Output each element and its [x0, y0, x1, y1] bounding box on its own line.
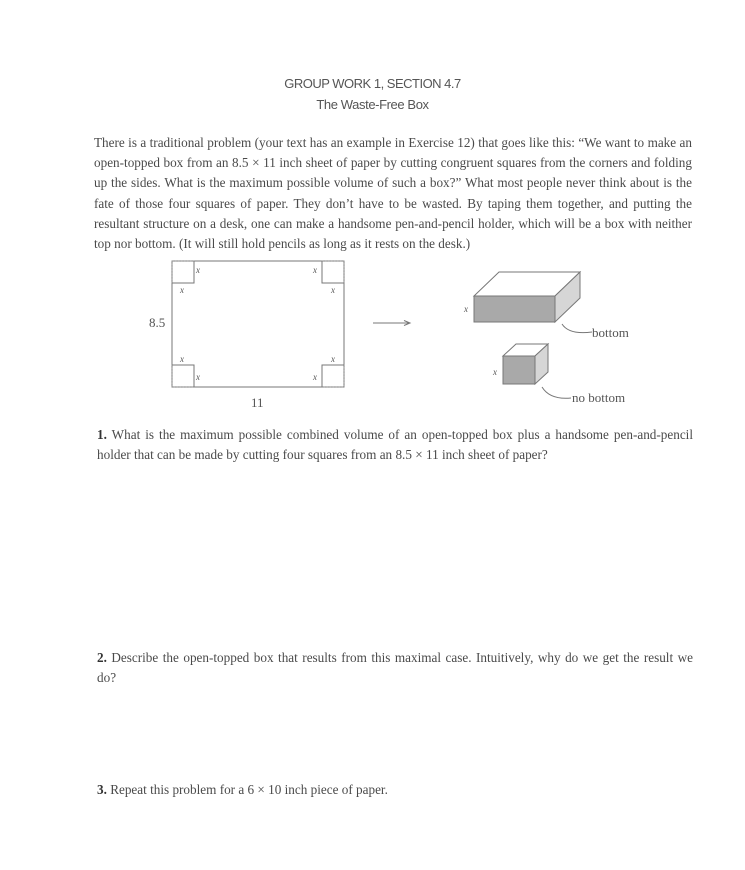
x-label: x [196, 265, 200, 275]
corner-square-top-left [172, 261, 194, 283]
intro-paragraph: There is a traditional problem (your text has an example in Exercise 12) that goes like this: “We want to make an open-topped box from an 8.5 × 11 inch sheet of paper by cutting congruent squares from the corners and folding up the sides. What is the maximum possible volume of such a box?” What most people never think about is the fate of those four squares of paper. They don’t have to be wasted. By taping them together, and putting the resultant structure on a desk, one can make a handsome pen-and-pencil holder, which will be a box with neither top nor bottom. (It will still hold pencils as long as it rests on the desk.) [94, 135, 692, 252]
question-1 [97, 425, 693, 465]
cut-line-top-left [172, 261, 194, 283]
page-title: GROUP WORK 1, SECTION 4.7 [284, 76, 461, 91]
question-text: Repeat this problem for a 6 × 10 inch piece of paper. [110, 782, 388, 797]
pencil-holder-box [503, 344, 548, 384]
box-front-face [474, 296, 555, 322]
paper-sheet-diagram [172, 261, 344, 387]
x-label: x [196, 372, 200, 382]
question-number: 1. [97, 427, 107, 442]
waste-free-box-figure [0, 250, 745, 420]
bottom-label: bottom [592, 325, 629, 340]
holder-height-x-label: x [493, 367, 497, 377]
corner-square-bottom-left [172, 365, 194, 387]
page-header [0, 76, 745, 112]
corner-square-bottom-right [322, 365, 344, 387]
cut-line-bottom-left [172, 365, 194, 387]
question-text: What is the maximum possible combined volume of an open-topped box plus a handsome pen-and-pencil holder that can be made by cutting four squares from an 8.5 × 11 inch sheet of paper? [97, 427, 693, 463]
sheet-height-label: 8.5 [149, 315, 166, 330]
x-label: x [331, 285, 335, 295]
no-bottom-pointer-line [542, 387, 571, 398]
bottom-pointer-line [562, 324, 592, 333]
open-top-box [474, 272, 580, 322]
x-label: x [331, 354, 335, 364]
corner-square-top-right [322, 261, 344, 283]
question-2 [97, 648, 693, 688]
arrow-right-icon [373, 321, 410, 326]
holder-front-face [503, 356, 535, 384]
question-number: 3. [97, 782, 107, 797]
no-bottom-label: no bottom [572, 390, 626, 405]
cut-line-top-right [322, 261, 344, 283]
box-height-x-label: x [464, 304, 468, 314]
question-number: 2. [97, 650, 107, 665]
paper-sheet [172, 261, 344, 387]
question-text: Describe the open-topped box that results from this maximal case. Intuitively, why do we get the result we do? [97, 650, 693, 686]
x-label: x [180, 285, 184, 295]
x-label: x [180, 354, 184, 364]
question-3 [97, 780, 693, 800]
sheet-width-label: 11 [251, 395, 264, 410]
x-label: x [313, 372, 317, 382]
cut-line-bottom-right [322, 365, 344, 387]
page-subtitle: The Waste-Free Box [316, 97, 429, 112]
x-label: x [313, 265, 317, 275]
